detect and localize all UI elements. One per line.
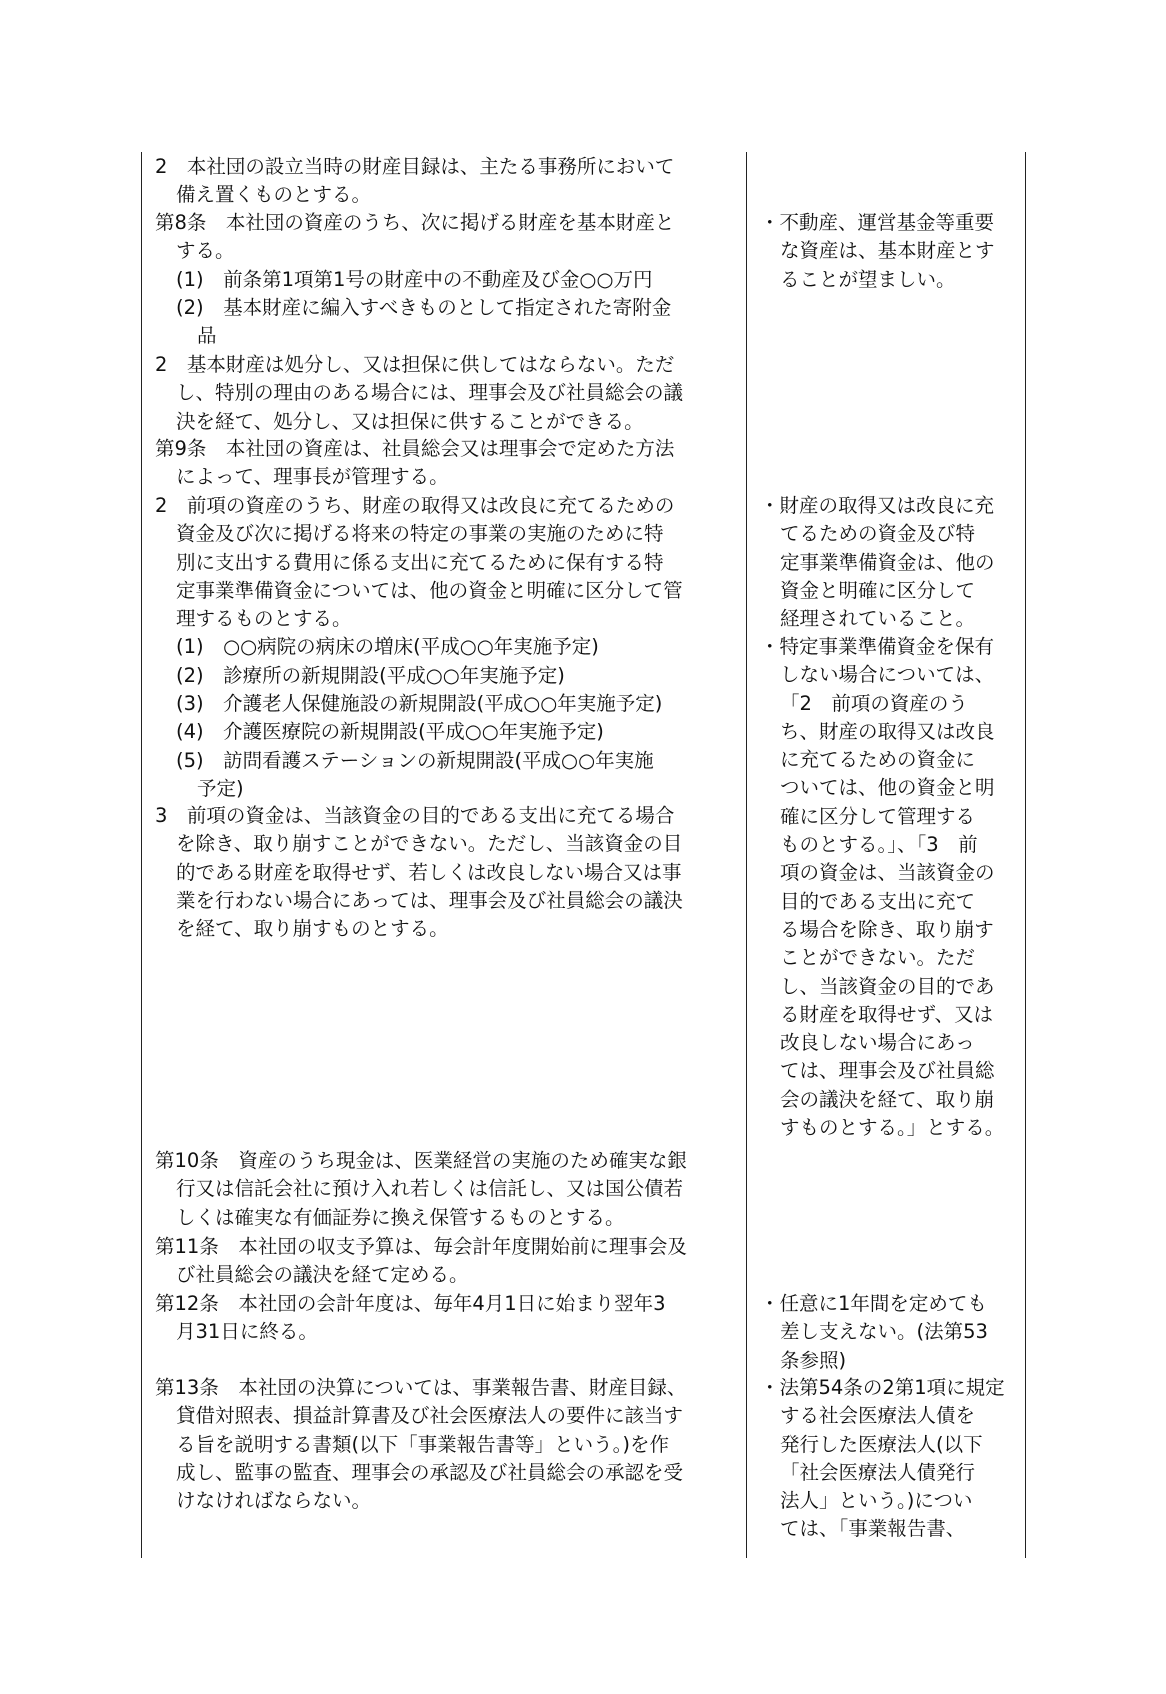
article-line: し、特別の理由のある場合には、理事会及び社員総会の議 [176,381,684,405]
note-line: 差し支えない。(法第53 [780,1320,988,1344]
article-block [155,1290,740,1347]
note-line: 確に区分して管理する [780,804,976,828]
article-line: 成し、監事の監査、理事会の承認及び社員総会の承認を受 [176,1460,684,1484]
note-line: る場合を除き、取り崩す [780,917,994,941]
table-border-right [1025,152,1026,1558]
table-column-divider [746,152,747,1558]
article-block [155,209,740,350]
article-line: 品 [197,324,217,348]
article-line: (3) 介護老人保健施設の新規開設(平成○○年実施予定) [176,692,663,716]
article-block [155,1374,740,1515]
note-block [760,633,1022,1142]
article-line: 月31日に終る。 [176,1320,318,1344]
note-line: し、当該資金の目的であ [780,974,995,998]
note-line: しない場合については、 [780,663,995,687]
article-line: 行又は信託会社に預け入れ若しくは信託し、又は国公債若 [176,1177,684,1201]
article-block [155,435,740,492]
note-line: る財産を取得せず、又は [780,1002,993,1026]
note-block [760,1290,1022,1375]
article-line: 3 前項の資金は、当該資金の目的である支出に充てる場合 [155,804,675,827]
article-line: 定事業準備資金については、他の資金と明確に区分して管 [176,578,683,602]
note-line: ・不動産、運営基金等重要 [760,211,995,234]
article-line: 第11条 本社団の収支予算は、毎会計年度開始前に理事会及 [155,1235,687,1258]
table-border-left [141,152,142,1558]
article-line: (1) 前条第1項第1号の財産中の不動産及び金○○万円 [176,267,653,291]
article-line: る旨を説明する書類(以下「事業報告書等」という。)を作 [176,1432,669,1456]
article-block [155,1147,740,1232]
article-line: (5) 訪問看護ステーションの新規開設(平成○○年実施 [176,748,654,772]
note-line: する社会医療法人債を [780,1404,976,1428]
article-line: 的である財産を取得せず、若しくは改良しない場合又は事 [176,860,682,884]
note-line: ことができない。ただ [780,946,976,970]
article-line: 2 前項の資産のうち、財産の取得又は改良に充てるための [155,494,675,517]
note-block [760,209,1022,294]
article-line: しくは確実な有価証券に換え保管するものとする。 [176,1205,625,1229]
article-line: 2 基本財産は処分し、又は担保に供してはならない。ただ [155,353,675,376]
article-line: び社員総会の議決を経て定める。 [176,1263,469,1287]
note-line: ち、財産の取得又は改良 [780,719,995,743]
note-line: 「社会医療法人債発行 [780,1460,976,1484]
article-line: 第12条 本社団の会計年度は、毎年4月1日に始まり翌年3 [155,1292,666,1315]
article-line: (4) 介護医療院の新規開設(平成○○年実施予定) [176,720,604,744]
note-block [760,492,1022,633]
note-line: 法人」という。)につい [780,1489,973,1513]
article-line: する。 [176,239,235,263]
article-line: 2 本社団の設立当時の財産目録は、主たる事務所において [155,155,675,178]
article-line: 第8条 本社団の資産のうち、次に掲げる財産を基本財産と [155,211,675,234]
note-line: ることが望ましい。 [780,267,956,291]
article-line: 理するものとする。 [176,607,352,631]
article-block [155,153,740,210]
article-line: 備え置くものとする。 [176,183,372,207]
article-line: 第9条 本社団の資産は、社員総会又は理事会で定めた方法 [155,437,675,460]
note-line: ものとする。」、「3 前 [780,833,978,857]
article-block [155,492,740,803]
article-line: 第13条 本社団の決算については、事業報告書、財産目録、 [155,1376,687,1399]
note-line: に充てるための資金に [780,748,976,772]
note-line: ・任意に1年間を定めても [760,1292,987,1315]
note-line: ・特定事業準備資金を保有 [760,635,995,658]
article-line: (2) 基本財産に編入すべきものとして指定された寄附金 [176,295,672,319]
note-line: 発行した医療法人(以下 [780,1432,983,1456]
note-line: ついては、他の資金と明 [780,776,995,800]
note-line: 「2 前項の資産のう [780,691,968,715]
note-block [760,1374,1022,1544]
article-line: 第10条 資産のうち現金は、医業経営の実施のため確実な銀 [155,1149,687,1172]
note-line: 定事業準備資金は、他の [780,550,995,574]
article-line: 別に支出する費用に係る支出に充てるために保有する特 [176,550,664,574]
article-line: けなければならない。 [176,1489,372,1513]
article-line: 資金及び次に掲げる将来の特定の事業の実施のために特 [176,522,664,546]
article-line: (1) ○○病院の病床の増床(平成○○年実施予定) [176,635,599,659]
article-line: 業を行わない場合にあっては、理事会及び社員総会の議決 [176,888,683,912]
note-line: 目的である支出に充て [780,889,976,913]
article-line: 貸借対照表、損益計算書及び社会医療法人の要件に該当す [176,1404,684,1428]
note-line: すものとする。」とする。 [780,1116,1005,1140]
note-line: な資産は、基本財産とす [780,239,995,263]
article-line: によって、理事長が管理する。 [176,465,449,489]
note-line: 会の議決を経て、取り崩 [780,1087,995,1111]
note-line: ・法第54条の2第1項に規定 [760,1376,1005,1399]
note-line: てるための資金及び特 [780,522,976,546]
article-block [155,351,740,436]
note-line: 項の資金は、当該資金の [780,861,995,885]
note-line: ては、「事業報告書、 [780,1517,966,1541]
article-line: を除き、取り崩すことができない。ただし、当該資金の目 [176,832,683,856]
article-block [155,802,740,943]
article-line: を経て、取り崩すものとする。 [176,917,449,941]
note-line: ・財産の取得又は改良に充 [760,494,995,517]
note-line: 改良しない場合にあっ [780,1031,975,1055]
note-line: 資金と明確に区分して [780,578,976,602]
article-line: (2) 診療所の新規開設(平成○○年実施予定) [176,663,565,687]
article-line: 決を経て、処分し、又は担保に供することができる。 [176,409,644,433]
note-line: ては、理事会及び社員総 [780,1059,995,1083]
article-line: 予定) [197,776,244,800]
note-line: 経理されていること。 [780,607,976,631]
article-block [155,1233,740,1290]
note-line: 条参照) [780,1348,847,1372]
